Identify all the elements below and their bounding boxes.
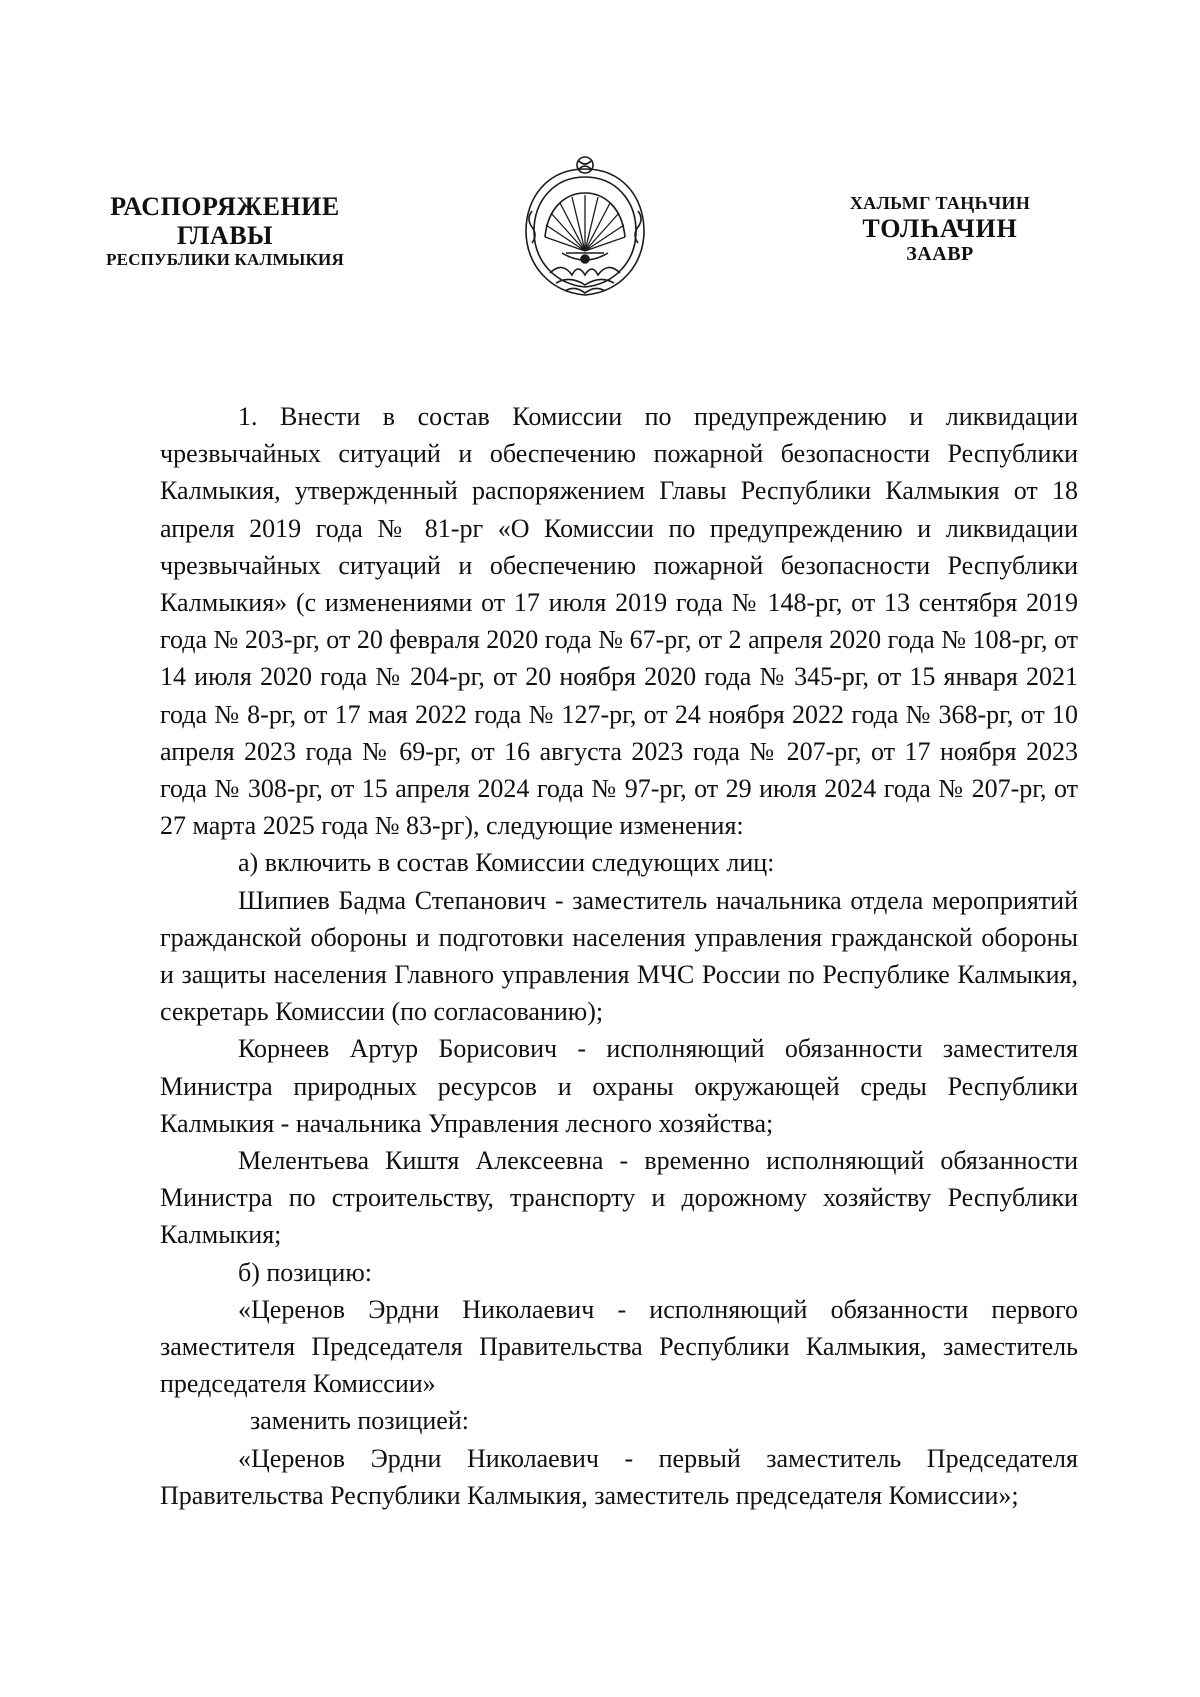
header-left-title: РАСПОРЯЖЕНИЕ [110,192,340,221]
paragraph-person-shipiev: Шипиев Бадма Степанович - заместитель начальника отдела мероприятий гражданской обороны и подготовки населения управления гражданской обороны и защиты населения Главного управления МЧС России по Республике Калмыкия, секретарь Комиссии (по согласованию); [160,885,1078,1027]
paragraph-new-position: «Церенов Эрдни Николаевич - первый заместитель Председателя Правительства Республики Калмыкия, заместитель председателя Комиссии»; [160,1443,1078,1510]
header-left-region: РЕСПУБЛИКИ КАЛМЫКИЯ [106,250,344,270]
paragraph-include-intro: а) включить в состав Комиссии следующих лиц: [238,848,775,878]
kalmykia-coat-of-arms-icon [510,155,660,305]
paragraph-old-position: «Церенов Эрдни Николаевич - исполняющий обязанности первого заместителя Председателя Правительства Республики Калмыкия, заместитель председателя Комиссии» [160,1294,1078,1399]
paragraph-replace-intro: заменить позицией: [250,1406,469,1436]
paragraph-person-korneev: Корнеев Артур Борисович - исполняющий обязанности заместителя Министра природных ресурсов и охраны окружающей среды Республики Калмыкия - начальника Управления лесного хозяйства; [160,1034,1078,1138]
header-right-block [810,193,1070,266]
document-body [160,398,1078,1514]
header-left-block [70,192,380,269]
paragraph-item-1: 1. Внести в состав Комиссии по предупреждению и ликвидации чрезвычайных ситуаций и обеспечению пожарной безопасности Республики Калмыкия, утвержденный распоряжением Главы Республики Калмыкия от 18 апреля 2019 года № 81-рг «О Комиссии по предупреждению и ликвидации чрезвычайных ситуаций и обеспечению пожарной безопасности Республики Калмыкия» (с изменениями от 17 июля 2019 года № 148-рг, от 13 сентября 2019 года № 203-рг, от 20 февраля 2020 года № 67-рг, от 2 апреля 2020 года № 108-рг, от 14 июля 2020 года № 204-рг, от 20 ноября 2020 года № 345-рг, от 15 января 2021 года № 8-рг, от 17 мая 2022 года № 127-рг, от 24 ноября 2022 года № 368-рг, от 10 апреля 2023 года № 69-рг, от 16 августа 2023 года № 207-рг, от 17 ноября 2023 года № 308-рг, от 15 апреля 2024 года № 97-рг, от 29 июля 2024 года № 207-рг, от 27 марта 2025 года № 83-рг), следующие изменения: [160,402,1078,841]
header-left-subtitle: ГЛАВЫ [176,221,274,251]
header-right-doctype: ЗААВР [906,243,974,266]
paragraph-position-intro: б) позицию: [238,1257,372,1287]
paragraph-person-melentyeva: Мелентьева Киштя Алексеевна - временно исполняющий обязанности Министра по строительству, транспорту и дорожному хозяйству Республики Калмыкия; [160,1146,1078,1250]
header-right-subtitle: ТОЛҺАЧИН [862,213,1018,243]
header-right-title: ХАЛЬМГ ТАҢҺЧИН [849,193,1031,213]
